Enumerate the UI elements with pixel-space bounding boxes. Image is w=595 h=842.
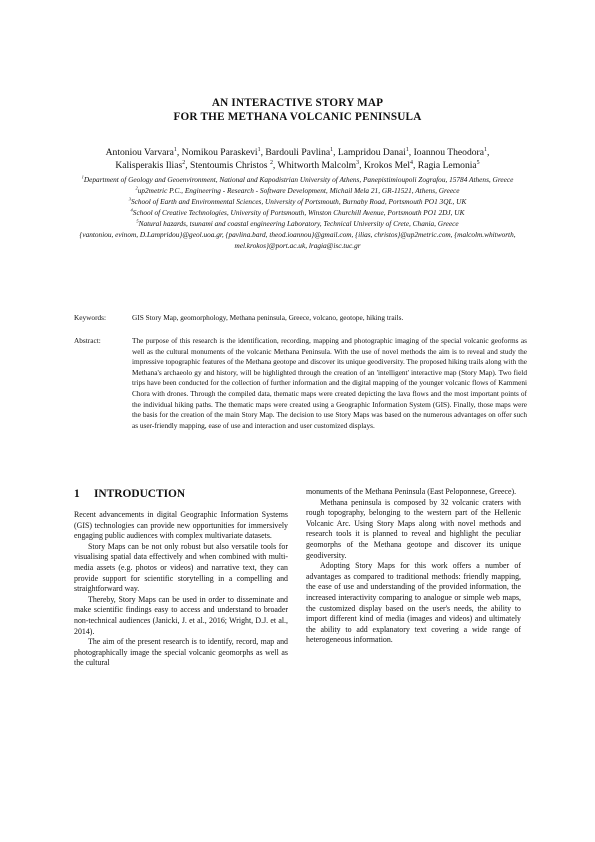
body-paragraph: Story Maps can be not only robust but also versatile tools for visualising spatial data effectively and when combined with multi-media assets (e.g. photos or videos) and narrative text, they can provide support for scientific storytelling in a compelling and straightforward way. xyxy=(74,541,288,594)
affiliation: $^5$Natural hazards, tsunami and coastal engineering Laboratory, Technical University of Crete, Chania, Greece xyxy=(136,218,459,228)
author-list xyxy=(70,146,525,172)
author: Bardouli Pavlina$^1$, xyxy=(265,146,338,158)
author: Ragia Lemonia$^5$ xyxy=(417,159,480,171)
body-paragraph: Thereby, Story Maps can be used in order to disseminate and make scientific findings easy to access and understand to broader non-technical audiences (Janicki, J. et al., 2016; Wright, D.J. et al., 2014). xyxy=(74,594,288,636)
paper-title xyxy=(0,96,595,124)
affiliation: $^1$Department of Geology and Geoenvironment, National and Kapodistrian University of Athens, Panepistimioupoli Zografou, 15784 Athens, Greece xyxy=(81,174,514,184)
keywords-text: GIS Story Map, geomorphology, Methana peninsula, Greece, volcano, geotope, hiking trails. xyxy=(132,313,404,322)
affiliation: $^4$School of Creative Technologies, University of Portsmouth, Winston Churchill Avenue, Portsmouth PO1 2DJ, UK xyxy=(130,207,465,217)
affiliations xyxy=(70,174,525,251)
author-emails: {vantoniou, evinom, D.Lampridou}@geol.uoa.gr, {pavlina.bard, theod.ioannou}@gmail.com, {ilias, christos}@up2metric.com, {malcolm.whitworth, mel.krokos}@port.ac.uk, lragia@isc.tuc.gr xyxy=(79,230,516,250)
abstract-text: The purpose of this research is the identification, recording, mapping and photographic imaging of the special volcanic geoforms as well as the cultural monuments of the volcanic Methana Peninsula. With the use of novel methods the aim is to reveal and study the impressive topographic features of the Methana geotope and discover its unique geodiversity. The proposed hiking trails along with the Methana's archaeolo gy and history, will be highlighted through the creation of an 'intelligent' interactive map (Story Map). Two field trips have been conducted for the collection of further information and the digital mapping of the younger volcanic flows of Kammeni Chora with drones. Through the compiled data, thematic maps were created depicting the lava flows and the most important points of the individual hiking paths. The thematic maps were created using a Geographic Information System (GIS). Finally, those maps were the basis for the creation of the main Story Map. The decision to use Story Maps was based on the numerous advantages on offer such as user-friendly mapping, ease of use and interaction and user customized displays. xyxy=(132,336,527,430)
affiliation: $^2$up2metric P.C., Engineering - Research - Software Development, Michail Mela 21, GR-11521, Athens, Greece xyxy=(135,185,460,195)
right-column xyxy=(306,487,521,646)
body-paragraph: Adopting Story Maps for this work offers a number of advantages as compared to traditional methods: friendly mapping, the ease of use and understanding of the provided information, the increased interactivity comparing to analogue or simple web maps, the customized display based on the user's needs, the ability to import different kind of media (images and videos) and ultimately the ability to add explanatory text covering a wide range of heterogeneous information. xyxy=(306,561,521,645)
author: Antoniou Varvara$^1$, xyxy=(105,146,182,158)
body-paragraph: Recent advancements in digital Geographic Information Systems (GIS) technologies can provide new opportunities for immersively engaging public audiences with complex multivariate datasets. xyxy=(74,510,288,541)
abstract-label: Abstract: xyxy=(74,336,101,345)
author: Lampridou Danai$^1$, xyxy=(337,146,414,158)
section-heading xyxy=(74,487,288,501)
author: Stentoumis Christos $^2$, xyxy=(189,159,278,171)
keywords-label: Keywords: xyxy=(74,313,107,322)
section-number: 1 xyxy=(74,488,80,500)
author: Krokos Mel$^4$, xyxy=(363,159,418,171)
author: Ioannou Theodora$^1$, xyxy=(413,146,490,158)
body-paragraph: monuments of the Methana Peninsula (East Peloponnese, Greece). xyxy=(306,487,517,496)
left-column xyxy=(74,487,288,669)
author: Whitworth Malcolm$^3$, xyxy=(277,159,364,171)
body-paragraph: The aim of the present research is to identify, record, map and photographically image the special volcanic geomorphs as well as the cultural xyxy=(74,637,288,668)
author: Kalisperakis Ilias$^2$, xyxy=(115,159,190,171)
body-paragraph: Methana peninsula is composed by 32 volcanic craters with rough topography, belonging to the western part of the Hellenic Volcanic Arc. Using Story Maps along with novel methods and research tools it is planned to reveal and highlight the peculiar geomorphs of the Methana geotope and discover its unique geodiversity. xyxy=(306,497,521,560)
section-title: INTRODUCTION xyxy=(94,488,186,500)
affiliation: $^3$School of Earth and Environmental Sciences, University of Portsmouth, Burnaby Road, Portsmouth PO1 3QL, UK xyxy=(128,196,467,206)
author: Nomikou Paraskevi$^1$, xyxy=(181,146,266,158)
title-line-2: FOR THE METHANA VOLCANIC PENINSULA xyxy=(173,111,422,123)
title-line-1: AN INTERACTIVE STORY MAP xyxy=(211,97,384,109)
